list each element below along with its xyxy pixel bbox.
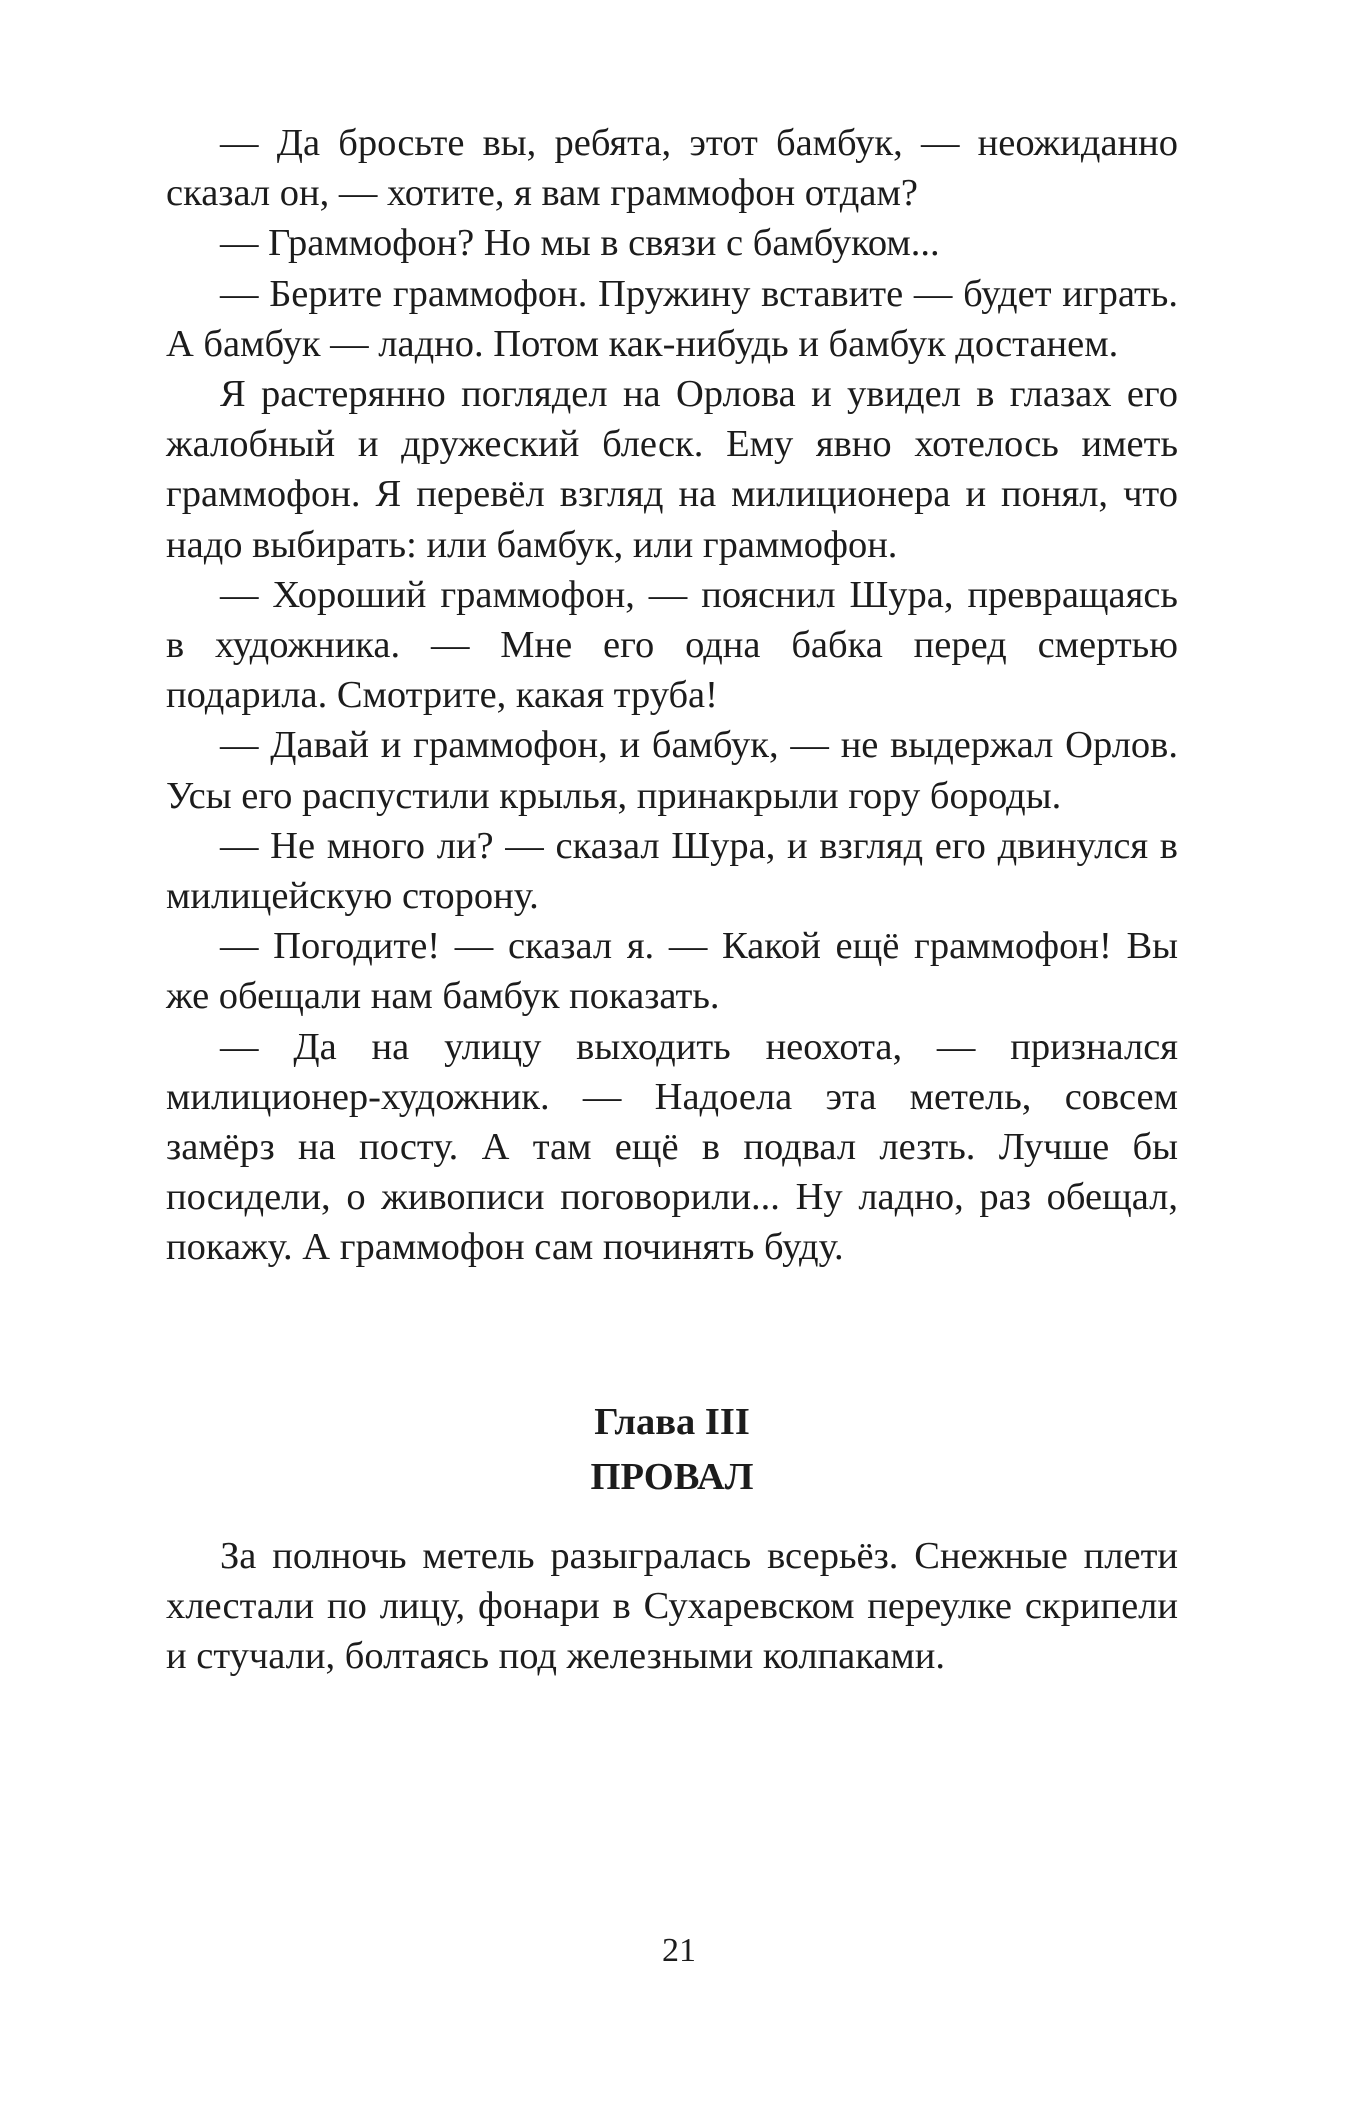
paragraph: — Берите граммофон. Пружину вставите — будет играть. А бамбук — ладно. Потом как-нибудь и бамбук достанем. bbox=[166, 272, 1178, 365]
paragraph: Я растерянно поглядел на Орлова и увидел в глазах его жалобный и дружеский блеск. Ему явно хотелось иметь граммофон. Я перевёл взгляд на милиционера и понял, что надо выбирать: или бамбук, или граммофон. bbox=[166, 373, 1178, 566]
chapter-heading bbox=[166, 1395, 1178, 1505]
chapter-number: Глава III bbox=[594, 1400, 750, 1443]
paragraph: — Не много ли? — сказал Шура, и взгляд его двинулся в милицейскую сторону. bbox=[166, 824, 1178, 918]
paragraph: — Да бросьте вы, ребята, этот бамбук, — неожиданно сказал он, — хотите, я вам граммофон отдам? bbox=[166, 122, 1178, 215]
paragraph: — Граммофон? Но мы в связи с бамбуком... bbox=[220, 222, 940, 265]
page-number: 21 bbox=[662, 1932, 696, 1969]
paragraph: За полночь метель разыгралась всерьёз. Снежные плети хлестали по лицу, фонари в Сухаревском переулке скрипели и стучали, болтаясь под железными колпаками. bbox=[166, 1534, 1178, 1678]
paragraph: — Давай и граммофон, и бамбук, — не выдержал Орлов. Усы его распустили крылья, принакрыли гору бороды. bbox=[166, 724, 1178, 817]
paragraph: — Погодите! — сказал я. — Какой ещё граммофон! Вы же обещали нам бамбук показать. bbox=[166, 925, 1178, 1018]
book-page bbox=[166, 118, 1178, 1681]
chapter-body bbox=[166, 1531, 1178, 1682]
paragraph: — Да на улицу выходить неохота, — признался милиционер-художник. — Надоела эта метель, совсем замёрз на посту. А там ещё в подвал лезть. Лучше бы посидели, о живописи поговорили... Ну ладно, раз обещал, покажу. А граммофон сам починять буду. bbox=[166, 1025, 1178, 1269]
paragraph: — Хороший граммофон, — пояснил Шура, превращаясь в художника. — Мне его одна бабка перед смертью подарила. Смотрите, какая труба! bbox=[166, 573, 1178, 717]
chapter-title: ПРОВАЛ bbox=[590, 1455, 754, 1498]
